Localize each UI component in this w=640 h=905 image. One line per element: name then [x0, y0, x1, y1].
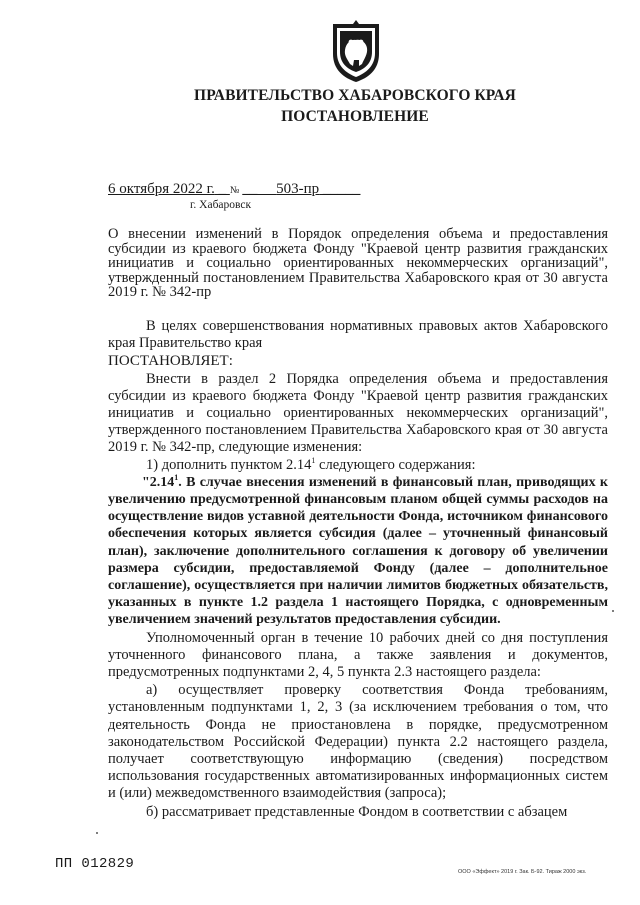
document-title — [108, 227, 608, 300]
paragraph-item-1: 1) дополнить пунктом 2.14$^1$ следующего содержания: — [146, 455, 476, 473]
date-number-line: 6 октября 2022 г. _ № __ 503-пр _____ — [108, 181, 361, 197]
printing-note: ООО «Эффект» 2019 г. Зак. Б-92. Тираж 2000 экз. — [458, 869, 587, 875]
paragraph-sub-b: б) рассматривает представленные Фондом в соответствии с абзацем — [146, 803, 568, 820]
coat-of-arms-bear-icon — [330, 20, 382, 84]
superscript: 1 — [174, 472, 179, 482]
paragraph-amend: Внести в раздел 2 Порядка определения объема и предоставления субсидии из краевого бюджета Фонду "Краевой центр развития гражданских инициатив и социально ориентированных некоммерческих организаций", утвержденного постановлением Правительства Хабаровского края от 30 августа 2019 г. № 342-пр, следующие изменения: — [108, 370, 608, 456]
resolution-keyword: ПОСТАНОВЛЯЕТ: — [108, 353, 233, 370]
form-serial-number: ПП 012829 — [55, 856, 135, 872]
document-date: 6 октября 2022 г. — [108, 181, 215, 197]
scan-speck — [96, 832, 98, 834]
number-sign: № — [229, 185, 240, 196]
preamble: В целях совершенствования нормативных правовых актов Хабаровского края Правительство края — [108, 318, 608, 352]
paragraph-quoted-clause: "2.14$^1$. В случае внесения изменений в финансовый план, приводящих к увеличению предусмотренной финансовым планом общей суммы расходов на осуществление видов уставной деятельности Фонда, источником финансового обеспечения которых является субсидия (далее – уточненный финансовый план), заключение дополнительного соглашения к договору об увеличении размера субсидии, предоставляемой Фонду (далее – дополнительное соглашение), осуществляется при наличии лимитов бюджетных обязательств, указанных в пункте 1.2 раздела 1 настоящего Порядка, с одновременным увеличением значений результатов предоставления субсидии. — [108, 472, 608, 628]
title-text: О внесении изменений в Порядок определения объема и предоставления субсидии из краевого бюджета Фонду "Краевой центр развития гражданских инициатив и социально ориентированных некоммерческих организаций", утвержденный постановлением Правительства Хабаровского края от 30 августа 2019 г. № 342-пр — [108, 226, 608, 300]
paragraph-authorized-body: Уполномоченный орган в течение 10 рабочих дней со дня поступления уточненного финансового плана, а также заявления и документов, предусмотренных подпунктами 2, 4, 5 пункта 2.3 настоящего раздела: — [108, 629, 608, 681]
document-body — [108, 318, 608, 821]
city: г. Хабаровск — [190, 199, 252, 211]
scan-speck — [612, 610, 614, 612]
paragraph-sub-a: а) осуществляет проверку соответствия Фонда требованиям, установленным подпунктами 1, 2, 3 (за исключением требования о том, что деятельность Фонда не приостановлена в порядке, предусмотренном законодательством Российской Федерации) пункта 2.2 настоящего раздела, получает соответствующую информацию (сведения) посредством использования государственных автоматизированных информационных систем и (или) межведомственного взаимодействия (запроса); — [108, 682, 608, 802]
document-number: 503-пр — [276, 181, 320, 197]
superscript: 1 — [311, 455, 316, 465]
org-name: ПРАВИТЕЛЬСТВО ХАБАРОВСКОГО КРАЯ — [194, 87, 516, 104]
document-kind: ПОСТАНОВЛЕНИЕ — [281, 108, 429, 125]
